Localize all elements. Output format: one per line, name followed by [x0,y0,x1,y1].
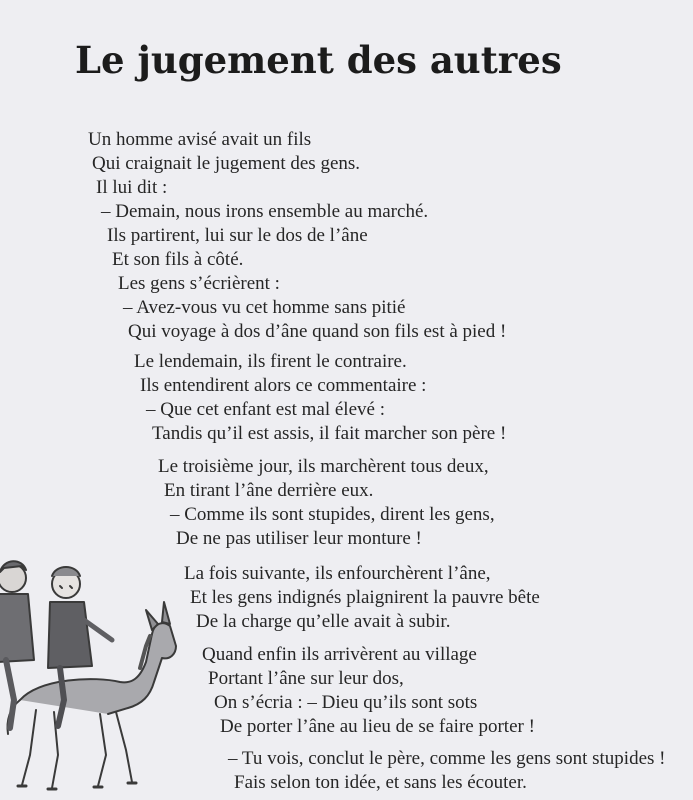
poem-line: Et son fils à côté. [112,249,244,270]
donkey-riders-illustration [0,550,190,800]
poem-line: Le lendemain, ils firent le contraire. [134,351,407,372]
poem-line: De la charge qu’elle avait à subir. [196,611,451,632]
poem-line: Le troisième jour, ils marchèrent tous deux, [158,456,489,477]
poem-line: De porter l’âne au lieu de se faire porter ! [220,716,535,737]
poem-line: Tandis qu’il est assis, il fait marcher son père ! [152,423,507,444]
poem-line: De ne pas utiliser leur monture ! [176,528,422,549]
poem-title: Le jugement des autres [75,38,562,82]
poem-line: Qui craignait le jugement des gens. [92,153,361,174]
poem-line: – Que cet enfant est mal élevé : [146,399,385,420]
poem-line: – Avez-vous vu cet homme sans pitié [123,297,406,318]
poem-line: – Comme ils sont stupides, dirent les gens, [170,504,495,525]
poem-line: Portant l’âne sur leur dos, [208,668,404,689]
poem-line: Les gens s’écrièrent : [118,273,280,294]
poem-line: On s’écria : – Dieu qu’ils sont sots [214,692,478,713]
poem-line: Ils entendirent alors ce commentaire : [140,375,427,396]
poem-line: Et les gens indignés plaignirent la pauvre bête [190,587,540,608]
poem-line: Un homme avisé avait un fils [88,129,312,150]
poem-line: – Demain, nous irons ensemble au marché. [101,201,429,222]
poem-line: La fois suivante, ils enfourchèrent l’âne, [184,563,491,584]
poem-line: Il lui dit : [96,177,168,198]
poem-line: Fais selon ton idée, et sans les écouter. [234,772,527,793]
poem-line: Qui voyage à dos d’âne quand son fils est à pied ! [128,321,507,342]
poem-line: – Tu vois, conclut le père, comme les gens sont stupides ! [228,748,666,769]
poem-line: En tirant l’âne derrière eux. [164,480,374,501]
poem-line: Quand enfin ils arrivèrent au village [202,644,477,665]
poem-line: Ils partirent, lui sur le dos de l’âne [107,225,368,246]
